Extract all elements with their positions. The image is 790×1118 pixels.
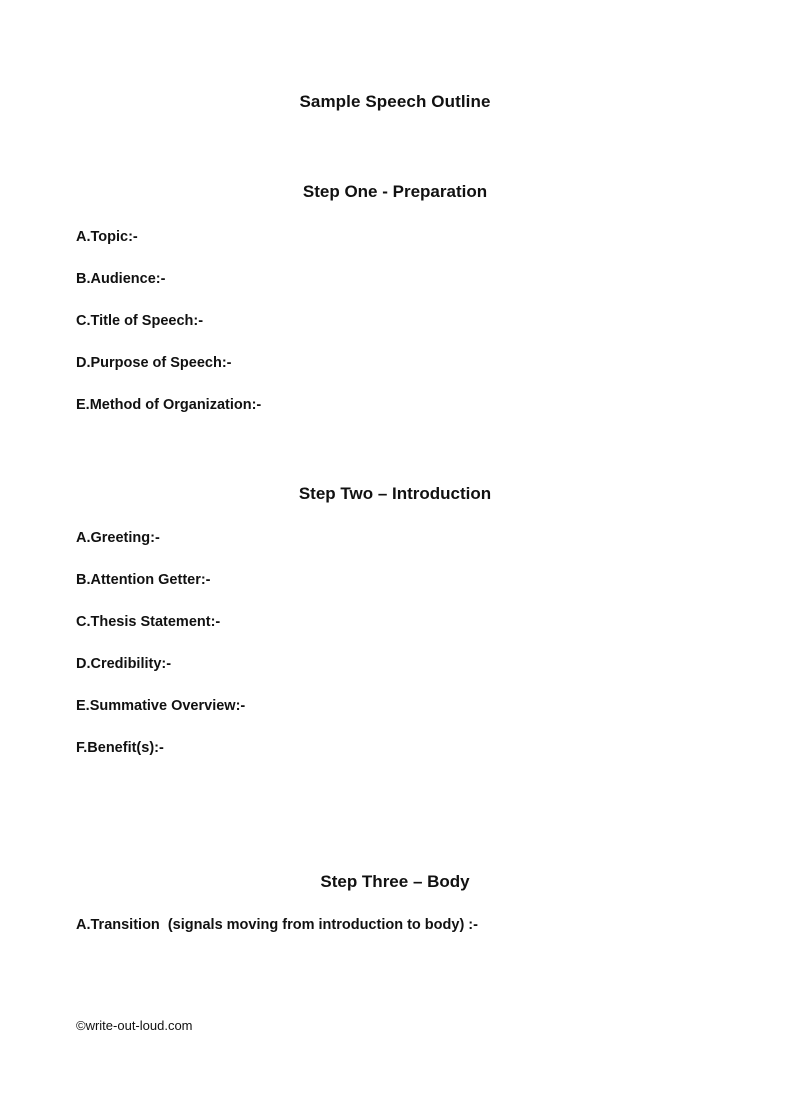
- outline-item-topic: A.Topic:-: [76, 229, 138, 245]
- outline-item-summative-overview: E.Summative Overview:-: [76, 698, 246, 714]
- outline-item-title-of-speech: C.Title of Speech:-: [76, 313, 204, 329]
- outline-item-benefits: F.Benefit(s):-: [76, 740, 164, 756]
- section-heading-preparation: Step One - Preparation: [302, 182, 488, 201]
- outline-item-thesis-statement: C.Thesis Statement:-: [76, 614, 221, 630]
- outline-item-transition: A.Transition (signals moving from introduction to body) :-: [76, 917, 478, 933]
- outline-item-attention-getter: B.Attention Getter:-: [76, 572, 211, 588]
- outline-item-greeting: A.Greeting:-: [76, 530, 160, 546]
- section-heading-introduction: Step Two – Introduction: [298, 484, 492, 503]
- outline-item-audience: B.Audience:-: [76, 271, 166, 287]
- document-title: Sample Speech Outline: [299, 92, 491, 111]
- outline-item-method-of-organization: E.Method of Organization:-: [76, 397, 262, 413]
- section-heading-body: Step Three – Body: [320, 872, 470, 891]
- copyright-footer: ©write-out-loud.com: [76, 1018, 193, 1033]
- outline-item-purpose-of-speech: D.Purpose of Speech:-: [76, 355, 232, 371]
- outline-item-credibility: D.Credibility:-: [76, 656, 172, 672]
